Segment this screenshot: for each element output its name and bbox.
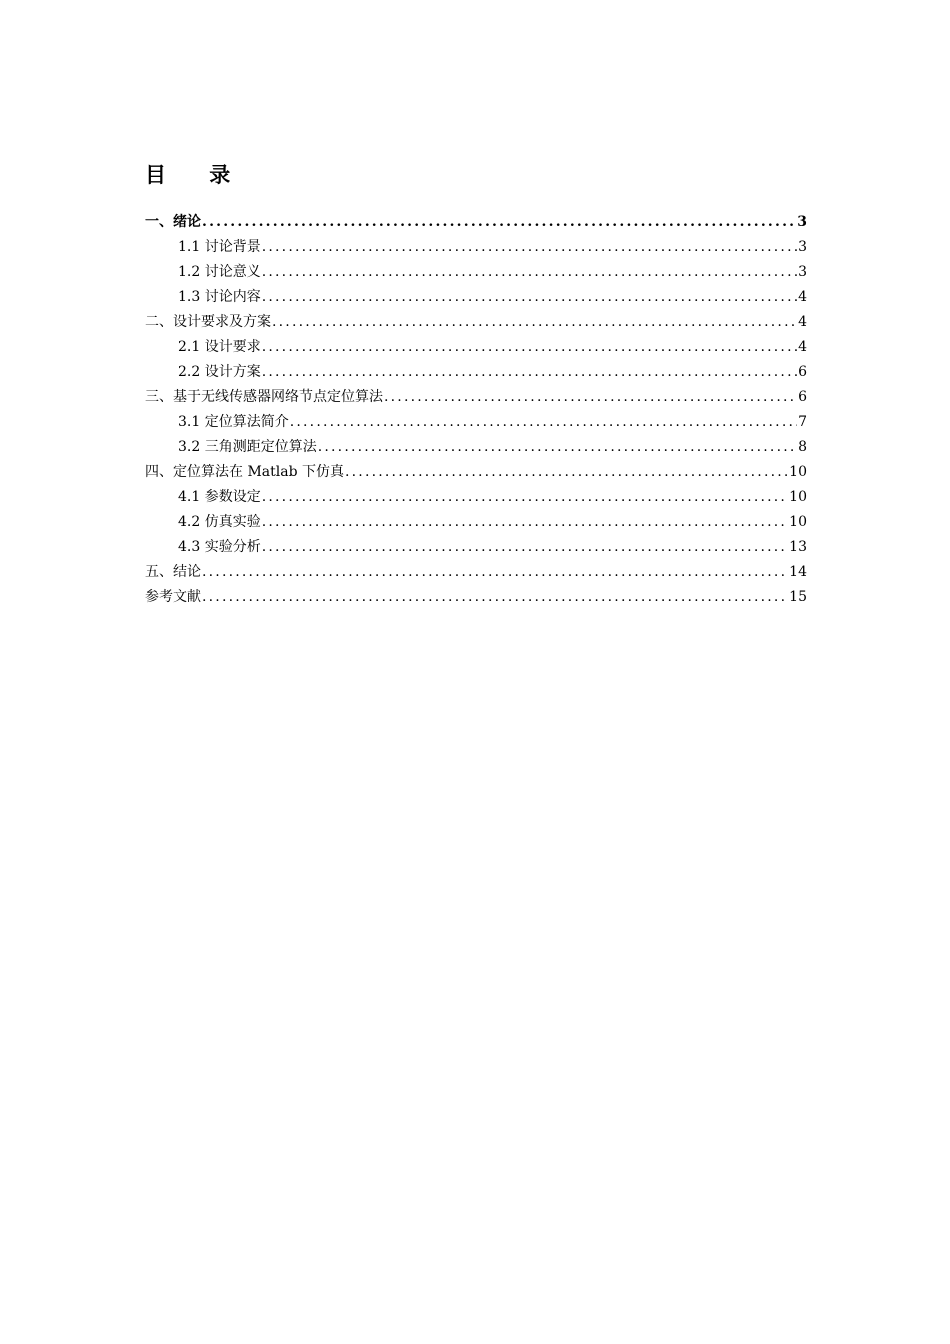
toc-leader-dots [262,510,788,535]
toc-entry-label: 1.2 讨论意义 [178,264,261,280]
toc-entry[interactable] [145,560,807,585]
toc-entry-label: 4.3 实验分析 [178,539,261,555]
toc-entry-label: 四、定位算法在 Matlab 下仿真 [145,464,344,480]
toc-entry-page: 3 [797,214,807,230]
toc-entry-label: 1.3 讨论内容 [178,289,261,305]
toc-leader-dots [262,485,788,510]
toc-entry[interactable] [145,285,807,310]
toc-entry[interactable] [145,260,807,285]
toc-leader-dots [290,410,797,435]
toc-entry-page: 10 [789,464,807,480]
toc-entry-page: 4 [798,339,807,355]
toc-entry-label: 2.2 设计方案 [178,364,261,380]
toc-leader-dots [272,310,797,335]
toc-entry-label: 4.2 仿真实验 [178,514,261,530]
toc-entry-label: 1.1 讨论背景 [178,239,261,255]
toc-entry-label: 二、设计要求及方案 [145,314,271,330]
toc-entry-page: 10 [789,489,807,505]
toc-leader-dots [262,285,797,310]
toc-entry[interactable] [145,210,807,235]
toc-entry-page: 3 [798,264,807,280]
toc-entry-label: 参考文献 [145,589,201,605]
toc-entry[interactable] [145,385,807,410]
toc-entry-label: 三、基于无线传感器网络节点定位算法 [145,389,383,405]
toc-entry[interactable] [145,585,807,610]
toc-entry[interactable] [145,460,807,485]
toc-entry-page: 4 [798,289,807,305]
toc-entry-label: 4.1 参数设定 [178,489,261,505]
toc-entry-page: 7 [798,414,807,430]
toc-leader-dots [262,535,788,560]
toc-entry[interactable] [145,510,807,535]
toc-leader-dots [384,385,797,410]
toc-leader-dots [262,235,797,260]
toc-leader-dots [202,585,788,610]
toc-entry[interactable] [145,360,807,385]
toc-entry-label: 2.1 设计要求 [178,339,261,355]
toc-list [145,210,807,610]
toc-entry[interactable] [145,435,807,460]
toc-entry-page: 6 [798,364,807,380]
toc-leader-dots [202,560,788,585]
toc-entry-page: 8 [798,439,807,455]
toc-entry[interactable] [145,335,807,360]
toc-entry-label: 五、结论 [145,564,201,580]
toc-entry-page: 15 [789,589,807,605]
toc-leader-dots [202,210,796,235]
toc-entry-label: 一、绪论 [145,214,201,230]
toc-entry[interactable] [145,410,807,435]
toc-leader-dots [262,335,797,360]
toc-leader-dots [345,460,788,485]
toc-entry-label: 3.2 三角测距定位算法 [178,439,317,455]
toc-leader-dots [262,260,797,285]
toc-entry[interactable] [145,535,807,560]
toc-entry[interactable] [145,235,807,260]
toc-entry-page: 10 [789,514,807,530]
toc-entry-label: 3.1 定位算法简介 [178,414,289,430]
toc-title: 目 录 [145,163,249,187]
toc-entry-page: 6 [798,389,807,405]
toc-entry-page: 3 [798,239,807,255]
toc-leader-dots [318,435,797,460]
toc-leader-dots [262,360,797,385]
toc-entry[interactable] [145,310,807,335]
toc-entry[interactable] [145,485,807,510]
toc-entry-page: 13 [789,539,807,555]
toc-entry-page: 14 [789,564,807,580]
toc-entry-page: 4 [798,314,807,330]
